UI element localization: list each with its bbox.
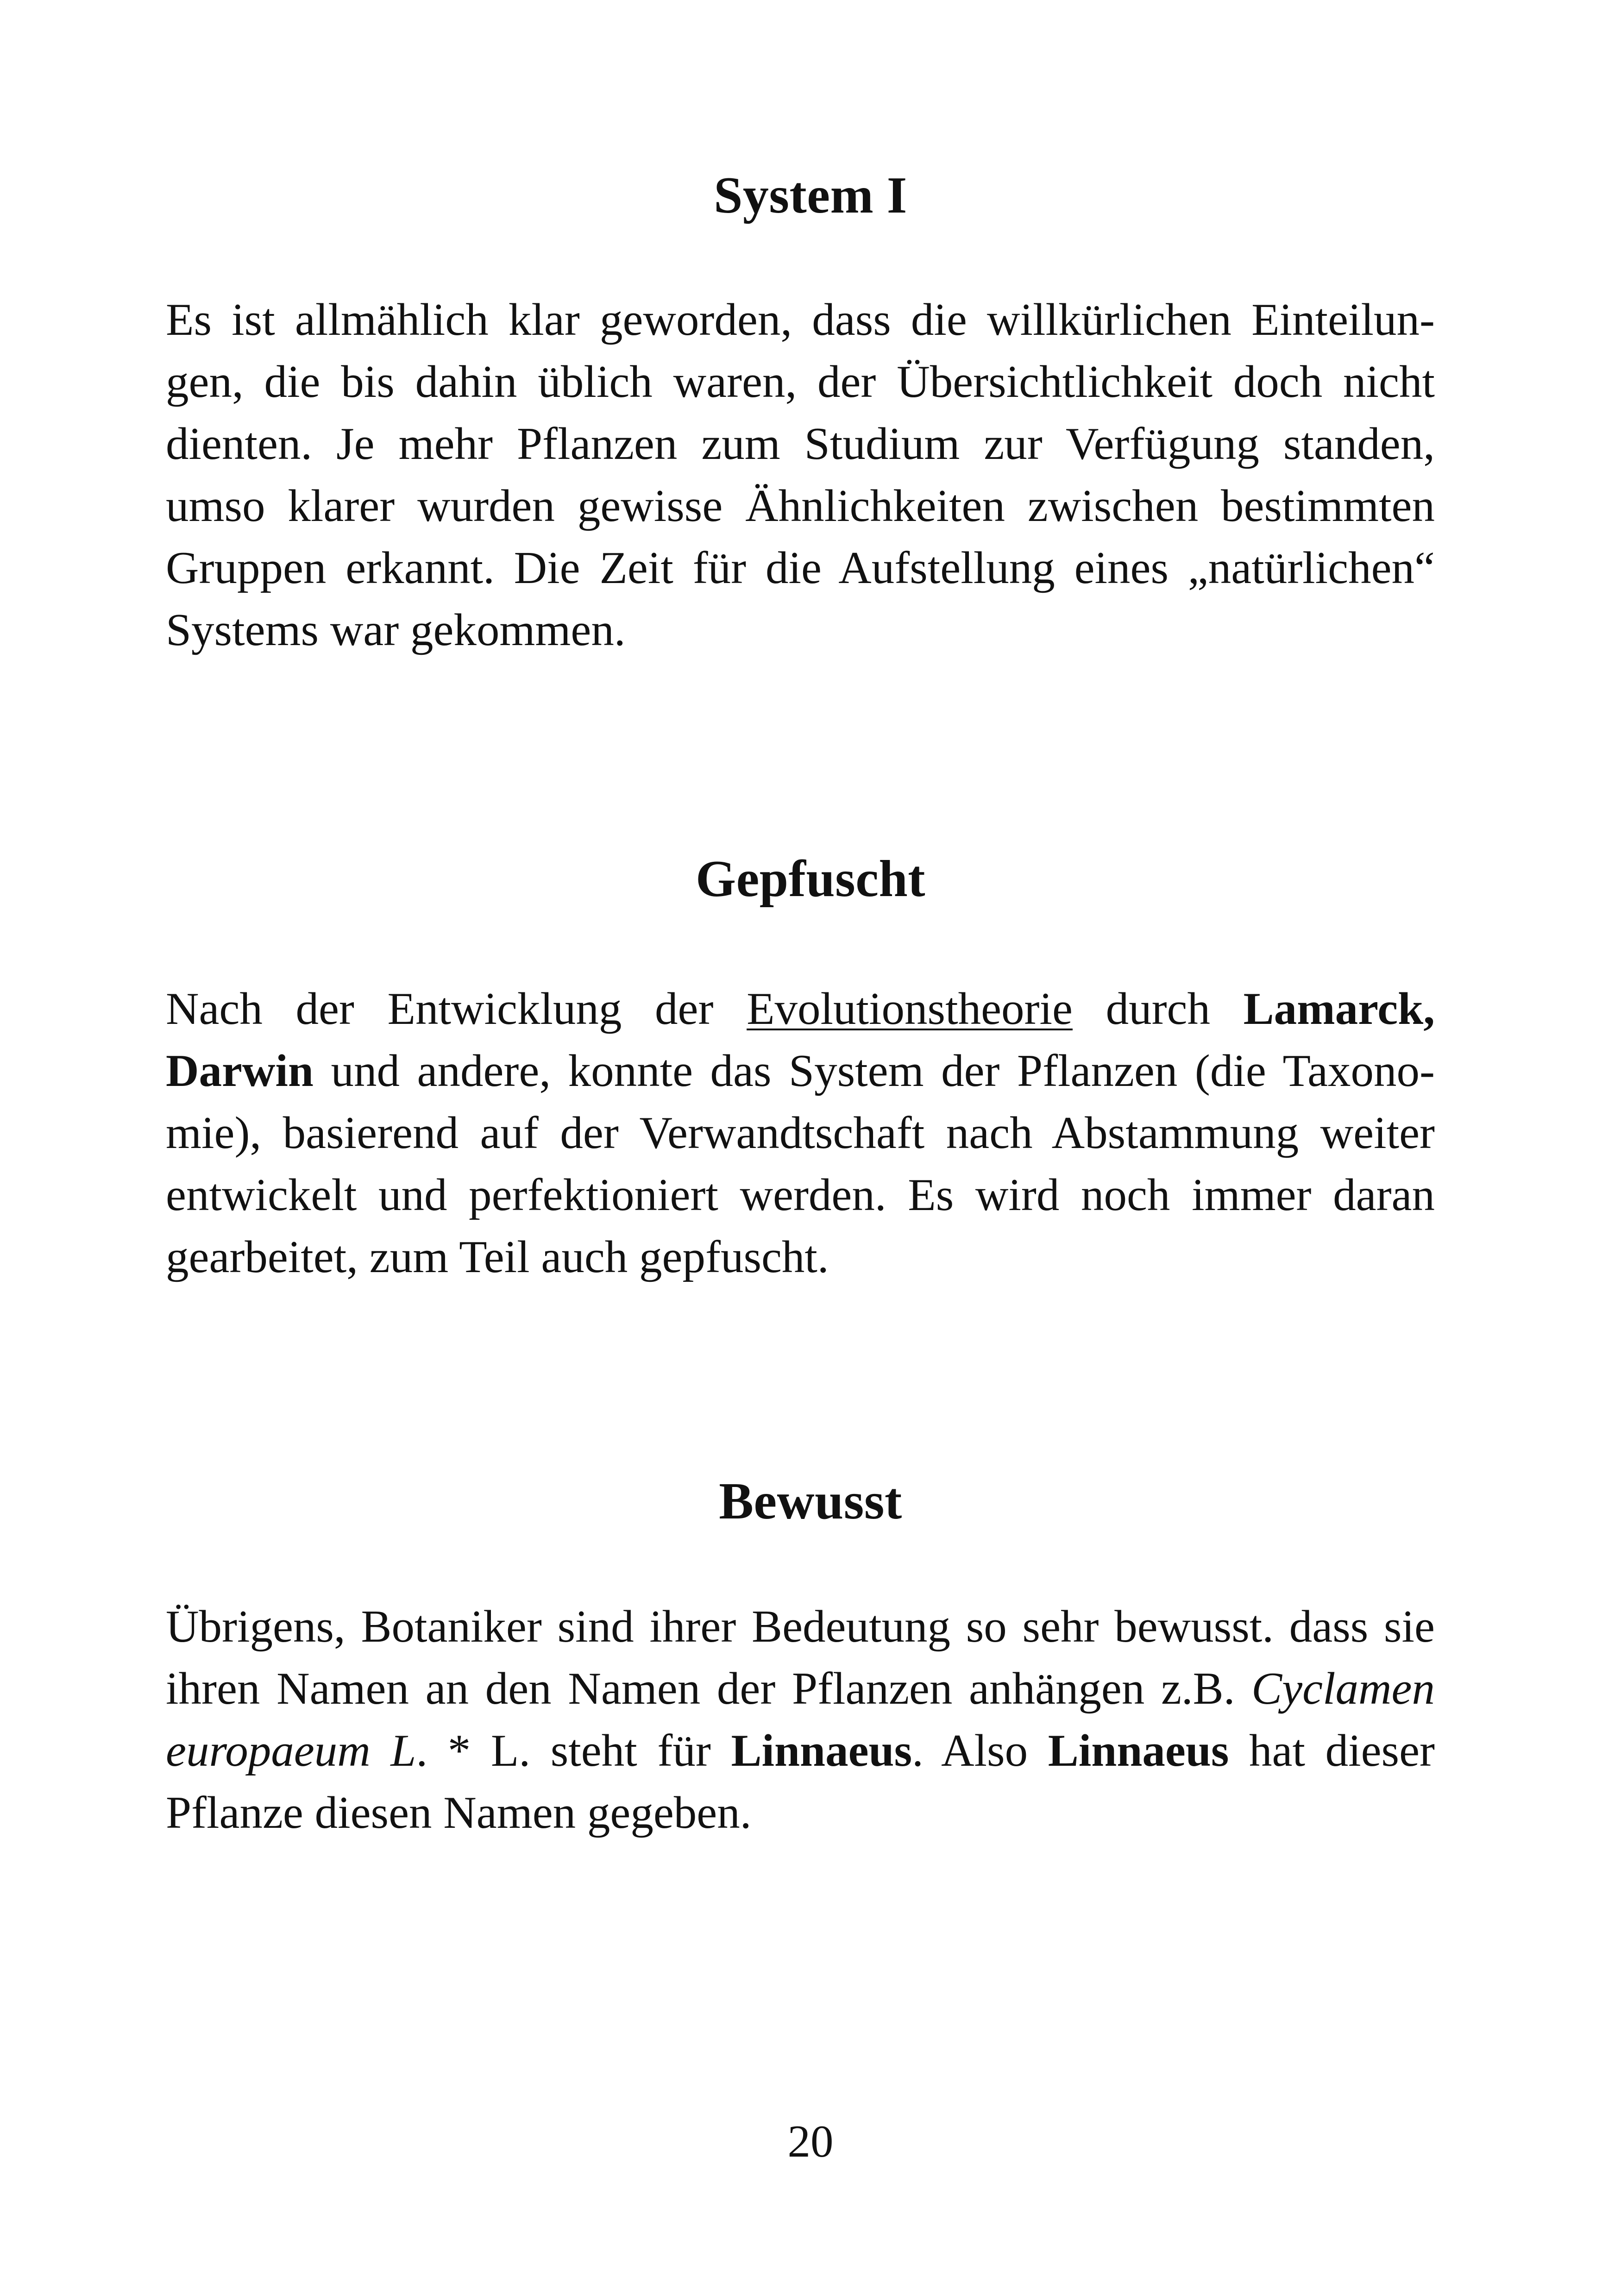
paragraph-line: gearbeitet, zum Teil auch gepfuscht. xyxy=(166,1232,829,1282)
species-name-italic: Cyclamen xyxy=(1251,1663,1435,1714)
page-number: 20 xyxy=(787,2116,834,2167)
name-linnaeus: Linnaeus xyxy=(1048,1725,1229,1776)
paragraph-line: gen, die bis dahin üblich waren, der Übersichtlichkeit doch nicht xyxy=(166,357,1435,407)
paragraph-line: Pflanze diesen Namen gegeben. xyxy=(166,1788,752,1838)
paragraph-line: Übrigens, Botaniker sind ihrer Bedeutung so sehr bewusst. dass sie xyxy=(166,1601,1435,1652)
paragraph-line: entwickelt und perfektioniert werden. Es wird noch immer daran xyxy=(166,1170,1435,1220)
section-heading-bewusst: Bewusst xyxy=(719,1473,902,1530)
text-run: hat dieser xyxy=(1229,1725,1435,1776)
paragraph-line: Gruppen erkannt. Die Zeit für die Aufstellung eines „natürlichen“ xyxy=(166,543,1435,593)
paragraph-line: dienten. Je mehr Pflanzen zum Studium zur Verfügung standen, xyxy=(166,419,1435,469)
text-run: und andere, konnte das System der Pflanzen (die Taxono- xyxy=(314,1046,1435,1096)
name-darwin: Darwin xyxy=(166,1046,314,1096)
paragraph-line xyxy=(166,1720,1435,1782)
paragraph-bewusst xyxy=(166,1596,1435,1844)
paragraph-line xyxy=(166,978,1435,1040)
evolutionstheorie-link[interactable]: Evolutionstheorie xyxy=(747,984,1073,1034)
paragraph-line: mie), basierend auf der Verwandtschaft nach Abstammung weiter xyxy=(166,1108,1435,1158)
section-heading-gepfuscht: Gepfuscht xyxy=(695,850,926,908)
name-lamarck: Lamarck, xyxy=(1243,984,1435,1034)
paragraph-line xyxy=(166,1040,1435,1102)
paragraph-line: umso klarer wurden gewisse Ähnlichkeiten zwischen bestimmten xyxy=(166,481,1435,531)
paragraph-system-i xyxy=(166,289,1435,661)
text-run: ihren Namen an den Namen der Pflanzen anhängen z.B. xyxy=(166,1663,1252,1714)
text-run: . Also xyxy=(912,1725,1048,1776)
section-heading-system-i: System I xyxy=(714,167,907,224)
paragraph-line xyxy=(166,1658,1435,1720)
paragraph-line: Systems war gekommen. xyxy=(166,605,626,655)
species-name-italic: europaeum L xyxy=(166,1725,416,1776)
paragraph-gepfuscht xyxy=(166,978,1435,1288)
text-run: . * L. steht für xyxy=(416,1725,731,1776)
text-run: Nach der Entwicklung der xyxy=(166,984,747,1034)
paragraph-line: Es ist allmählich klar geworden, dass die willkürlichen Einteilun- xyxy=(166,295,1435,345)
text-run: durch xyxy=(1072,984,1244,1034)
name-linnaeus: Linnaeus xyxy=(731,1725,912,1776)
